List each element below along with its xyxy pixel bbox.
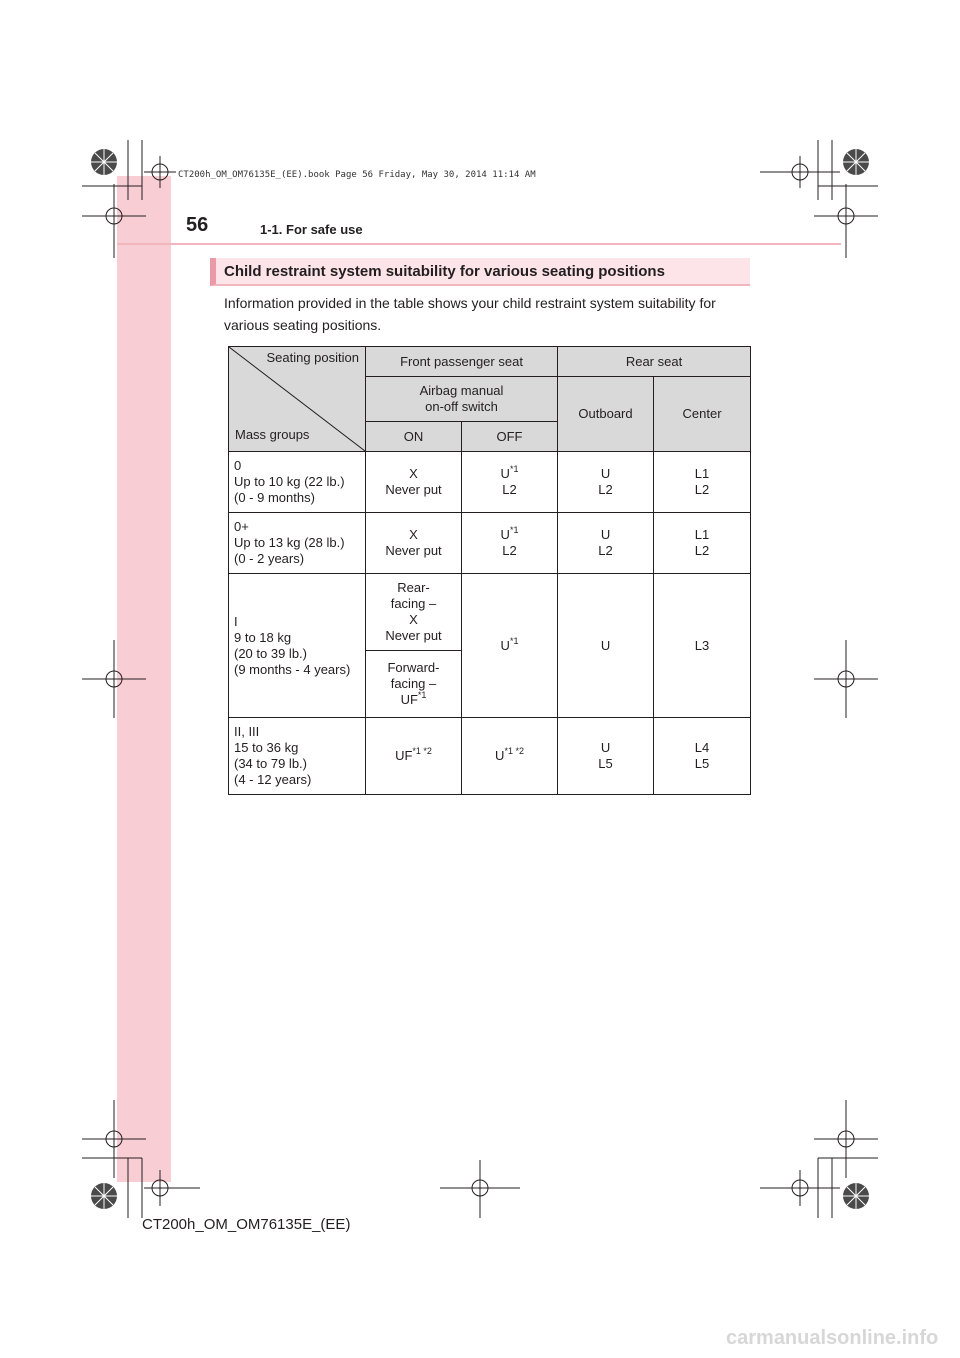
on-header: ON	[366, 422, 462, 452]
rear-seat-header: Rear seat	[558, 347, 751, 377]
front-off-cell: $U^{*1 *2}$	[462, 718, 558, 795]
seating-position-label: Seating position	[266, 350, 359, 365]
rear-center-cell: L3	[654, 574, 751, 718]
table-corner-cell	[229, 347, 366, 452]
rear-center-cell: L1 L2	[654, 452, 751, 513]
table-row	[229, 718, 751, 795]
front-on-cell: X Never put	[366, 452, 462, 513]
mass-group-cell: 0+ Up to 13 kg (28 lb.) (0 - 2 years)	[229, 513, 366, 574]
front-on-forward-facing-cell: Forward- facing – UF$^{*1}$	[366, 651, 462, 718]
airbag-switch-header: Airbag manual on-off switch	[366, 377, 558, 422]
section-title: 1-1. For safe use	[260, 222, 363, 237]
rear-outboard-cell: U	[558, 574, 654, 718]
header-rule	[117, 243, 841, 245]
table-row	[229, 452, 751, 513]
front-seat-header: Front passenger seat	[366, 347, 558, 377]
svg-text:carmanualsonline.info: carmanualsonline.info	[726, 1327, 939, 1349]
rear-outboard-cell: U L2	[558, 452, 654, 513]
page-footer: CT200h_OM_OM76135E_(EE)	[142, 1216, 351, 1233]
rear-outboard-cell: U L5	[558, 718, 654, 795]
mass-group-cell: I 9 to 18 kg (20 to 39 lb.) (9 months - 4 years)	[229, 574, 366, 718]
suitability-table	[228, 346, 751, 795]
book-file-info: CT200h_OM_OM76135E_(EE).book Page 56 Friday, May 30, 2014 11:14 AM	[178, 170, 536, 180]
front-on-rear-facing-cell: Rear- facing – X Never put	[366, 574, 462, 651]
table-row	[229, 574, 751, 651]
outboard-header: Outboard	[558, 377, 654, 452]
rear-center-cell: L4 L5	[654, 718, 751, 795]
off-header: OFF	[462, 422, 558, 452]
page-number: 56	[186, 214, 209, 236]
rear-outboard-cell: U L2	[558, 513, 654, 574]
front-on-cell: X Never put	[366, 513, 462, 574]
intro-paragraph: Information provided in the table shows your child restraint system suitability for various seating positions.	[224, 295, 716, 333]
front-off-cell: $U^{*1}$ L2	[462, 513, 558, 574]
table-row	[229, 513, 751, 574]
front-off-cell: $U^{*1}$ L2	[462, 452, 558, 513]
center-header: Center	[654, 377, 751, 452]
front-on-cell: $UF^{*1 *2}$	[366, 718, 462, 795]
section-heading-bar	[210, 258, 750, 286]
front-off-cell: $U^{*1}$	[462, 574, 558, 718]
watermark-logo	[726, 1324, 956, 1352]
rear-center-cell: L1 L2	[654, 513, 751, 574]
mass-group-cell: II, III 15 to 36 kg (34 to 79 lb.) (4 - 12 years)	[229, 718, 366, 795]
mass-groups-label: Mass groups	[235, 427, 310, 442]
mass-group-cell: 0 Up to 10 kg (22 lb.) (0 - 9 months)	[229, 452, 366, 513]
section-heading: Child restraint system suitability for various seating positions	[224, 263, 665, 280]
